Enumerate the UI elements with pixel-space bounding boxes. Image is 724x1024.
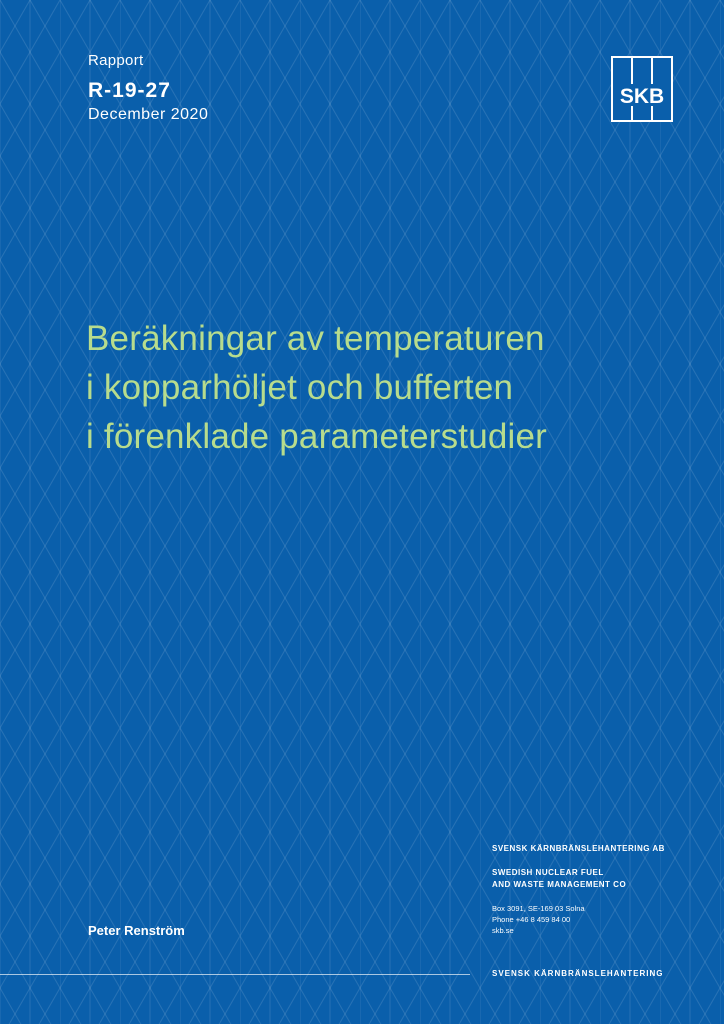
report-label: Rapport: [88, 52, 144, 69]
publisher-name-en: [492, 867, 665, 891]
publisher-address: Box 3091, SE-169 03 Solna: [492, 904, 585, 913]
skb-logo-icon: [611, 56, 673, 122]
footer-divider: [0, 974, 470, 975]
publisher-website: skb.se: [492, 926, 514, 935]
publisher-name-en-line-2: AND WASTE MANAGEMENT CO: [492, 880, 627, 889]
publisher-phone: Phone +46 8 459 84 00: [492, 915, 571, 924]
publisher-contact-block: [492, 843, 665, 936]
author-name: Peter Renström: [88, 923, 185, 938]
report-date: December 2020: [88, 106, 209, 123]
title-line-1: Beräkningar av temperaturen: [86, 319, 545, 358]
publisher-name-en-line-1: SWEDISH NUCLEAR FUEL: [492, 868, 604, 877]
publisher-name-sv: SVENSK KÄRNBRÄNSLEHANTERING AB: [492, 844, 665, 853]
report-title: [86, 314, 686, 461]
report-number: R-19-27: [88, 79, 171, 102]
logo-text: SKB: [619, 85, 665, 108]
footer-publisher-name: SVENSK KÄRNBRÄNSLEHANTERING: [492, 969, 664, 978]
title-line-2: i kopparhöljet och bufferten: [86, 368, 514, 407]
title-line-3: i förenklade parameterstudier: [86, 417, 548, 456]
